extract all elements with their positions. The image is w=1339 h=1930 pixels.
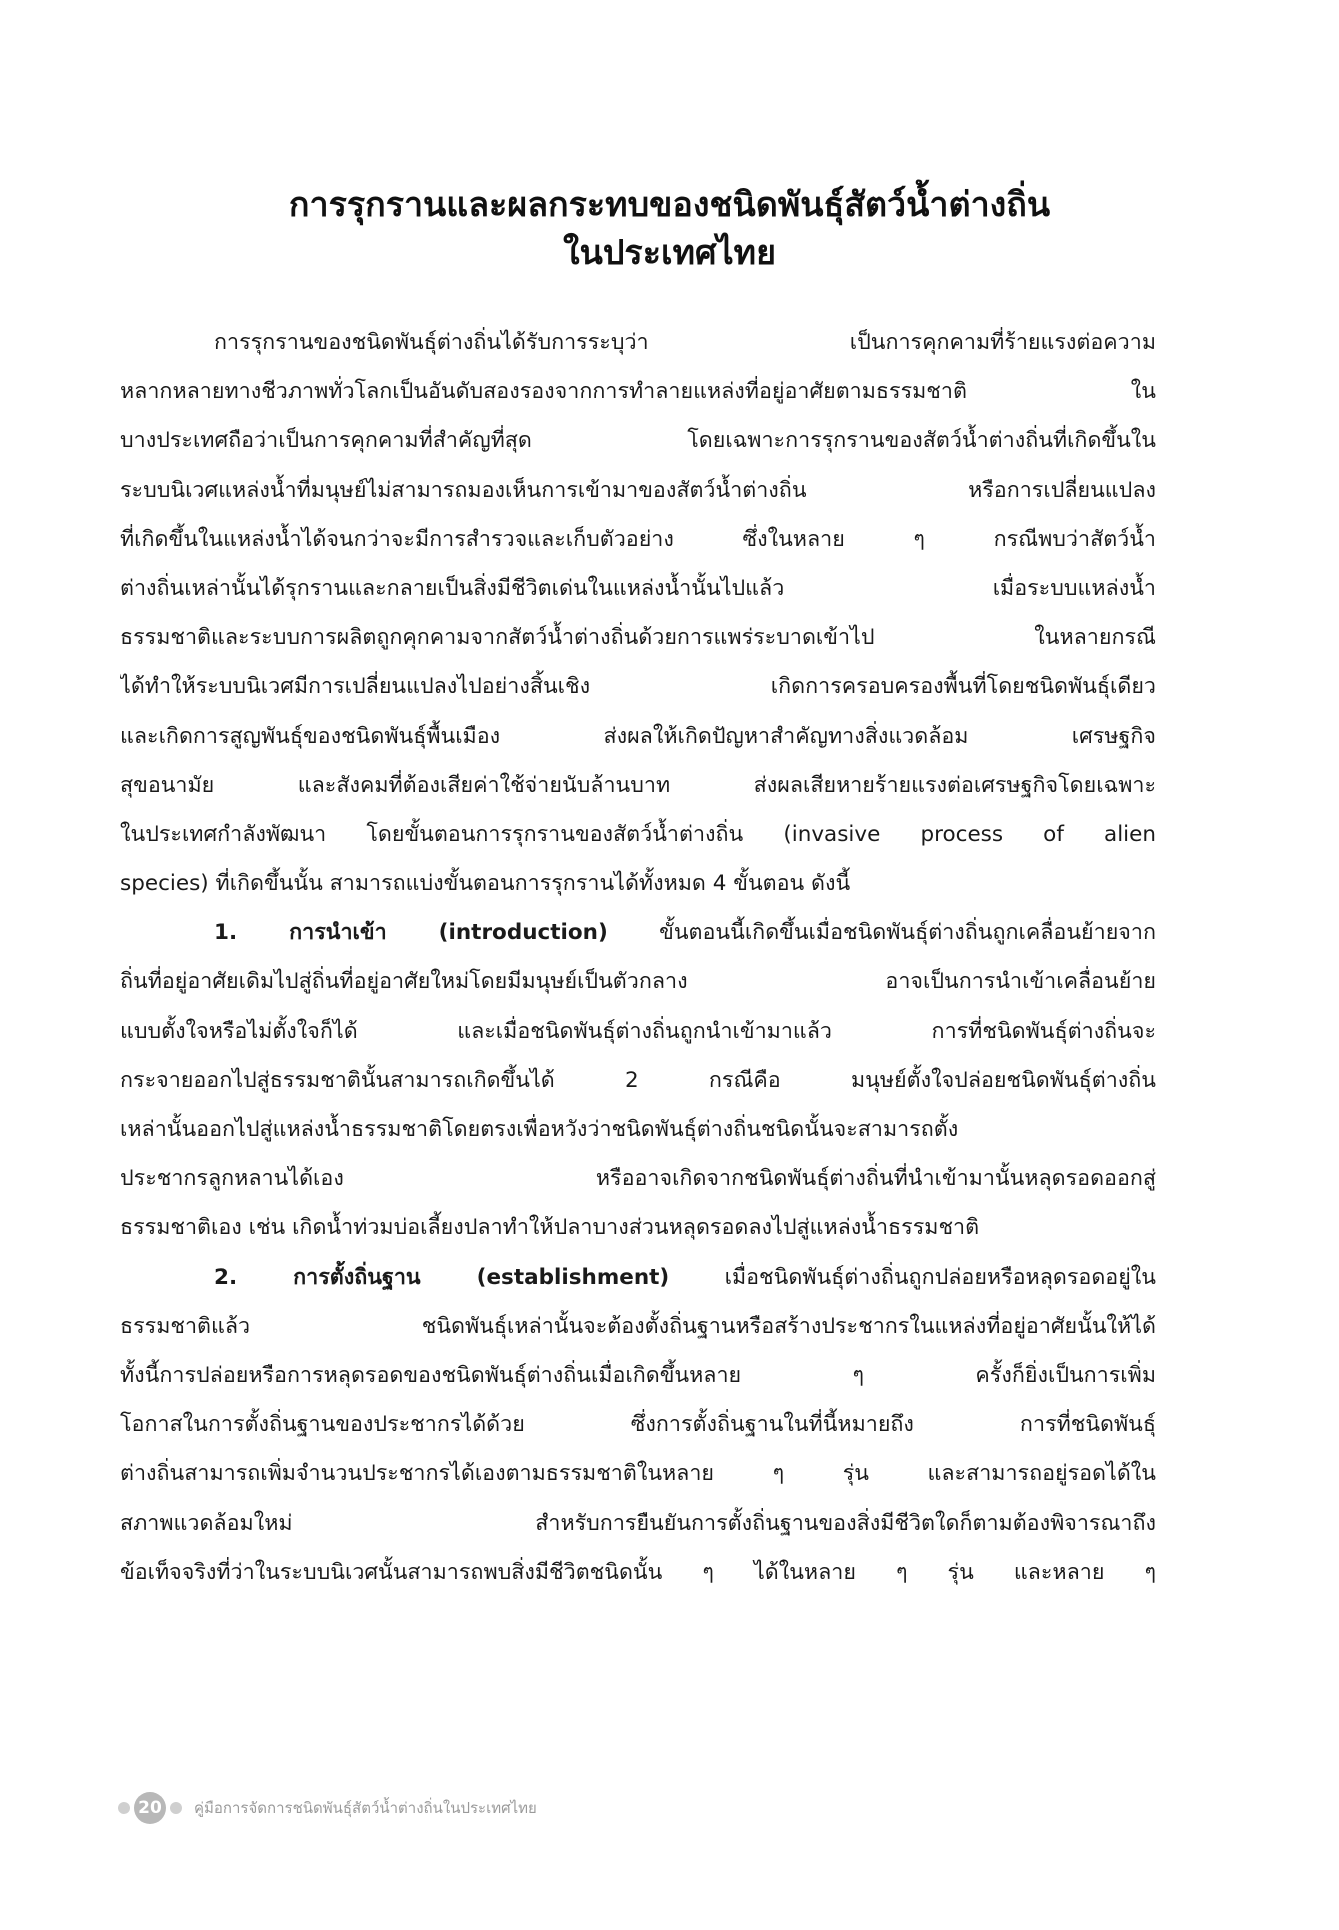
paragraph-line: ธรรมชาติและระบบการผลิตถูกคุกคามจากสัตว์น้ำต่างถิ่นด้วยการแพร่ระบาดเข้าไป ในหลายกรณี	[120, 625, 1156, 651]
section-1-line: ประชากรลูกหลานได้เอง หรืออาจเกิดจากชนิดพันธุ์ต่างถิ่นที่นำเข้ามานั้นหลุดรอดออกสู่	[120, 1166, 1156, 1192]
paragraph-line: ได้ทำให้ระบบนิเวศมีการเปลี่ยนแปลงไปอย่างสิ้นเชิง เกิดการครอบครองพื้นที่โดยชนิดพันธุ์เดียว	[120, 674, 1156, 700]
page-footer	[118, 1790, 537, 1826]
paragraph-line: species) ที่เกิดขึ้นนั้น สามารถแบ่งขั้นตอนการรุกรานได้ทั้งหมด 4 ขั้นตอน ดังนี้	[120, 871, 851, 897]
footer-dot-icon	[118, 1802, 130, 1814]
page-number-badge: 20	[134, 1792, 166, 1824]
section-1-line: ธรรมชาติเอง เช่น เกิดน้ำท่วมบ่อเลี้ยงปลาทำให้ปลาบางส่วนหลุดรอดลงไปสู่แหล่งน้ำธรรมชาติ	[120, 1215, 980, 1241]
section-1-line: ถิ่นที่อยู่อาศัยเดิมไปสู่ถิ่นที่อยู่อาศัยใหม่โดยมีมนุษย์เป็นตัวกลาง อาจเป็นการนำเข้าเคลื่อนย้าย	[120, 969, 1156, 995]
section-2-line: ต่างถิ่นสามารถเพิ่มจำนวนประชากรได้เองตามธรรมชาติในหลาย ๆ รุ่น และสามารถอยู่รอดได้ใน	[120, 1461, 1156, 1487]
section-2-heading: 2. การตั้งถิ่นฐาน (establishment)	[214, 1264, 670, 1290]
section-2-line: ทั้งนี้การปล่อยหรือการหลุดรอดของชนิดพันธุ์ต่างถิ่นเมื่อเกิดขึ้นหลาย ๆ ครั้งก็ยิ่งเป็นการเพิ่ม	[120, 1362, 1156, 1388]
paragraph-line: บางประเทศถือว่าเป็นการคุกคามที่สำคัญที่สุด โดยเฉพาะการรุกรานของสัตว์น้ำต่างถิ่นที่เกิดขึ้นใน	[120, 428, 1156, 454]
footer-title: คู่มือการจัดการชนิดพันธุ์สัตว์น้ำต่างถิ่นในประเทศไทย	[194, 1799, 537, 1817]
section-2-first-line	[120, 1253, 1156, 1302]
section-2-line: ธรรมชาติแล้ว ชนิดพันธุ์เหล่านั้นจะต้องตั้งถิ่นฐานหรือสร้างประชากรในแหล่งที่อยู่อาศัยนั้นให้ได้	[120, 1313, 1156, 1339]
body-text	[120, 318, 1156, 1597]
paragraph-line: หลากหลายทางชีวภาพทั่วโลกเป็นอันดับสองรองจากการทำลายแหล่งที่อยู่อาศัยตามธรรมชาติ ใน	[120, 379, 1156, 405]
paragraph-line: ระบบนิเวศแหล่งน้ำที่มนุษย์ไม่สามารถมองเห็นการเข้ามาของสัตว์น้ำต่างถิ่น หรือการเปลี่ยนแปลง	[120, 477, 1156, 503]
paragraph-line: ในประเทศกำลังพัฒนา โดยขั้นตอนการรุกรานของสัตว์น้ำต่างถิ่น (invasive process of alien	[120, 821, 1156, 847]
section-1-heading: 1. การนำเข้า (introduction)	[214, 920, 608, 946]
section-1-line: กระจายออกไปสู่ธรรมชาตินั้นสามารถเกิดขึ้นได้ 2 กรณีคือ มนุษย์ตั้งใจปล่อยชนิดพันธุ์ต่างถิ่น	[120, 1067, 1156, 1093]
section-1-first-line-text: ขั้นตอนนี้เกิดขึ้นเมื่อชนิดพันธุ์ต่างถิ่นถูกเคลื่อนย้ายจาก	[607, 920, 1156, 946]
section-2-first-line-text: เมื่อชนิดพันธุ์ต่างถิ่นถูกปล่อยหรือหลุดรอดอยู่ใน	[669, 1264, 1156, 1290]
paragraph-line: สุขอนามัย และสังคมที่ต้องเสียค่าใช้จ่ายนับล้านบาท ส่งผลเสียหายร้ายแรงต่อเศรษฐกิจโดยเฉพาะ	[120, 772, 1156, 798]
paragraph-line: ที่เกิดขึ้นในแหล่งน้ำได้จนกว่าจะมีการสำรวจและเก็บตัวอย่าง ซึ่งในหลาย ๆ กรณีพบว่าสัตว์น้ำ	[120, 526, 1156, 552]
footer-dot-icon	[170, 1802, 182, 1814]
section-1-line: เหล่านั้นออกไปสู่แหล่งน้ำธรรมชาติโดยตรงเพื่อหวังว่าชนิดพันธุ์ต่างถิ่นชนิดนั้นจะสามารถตั้ง	[120, 1117, 959, 1142]
section-2-line: สภาพแวดล้อมใหม่ สำหรับการยืนยันการตั้งถิ่นฐานของสิ่งมีชีวิตใดก็ตามต้องพิจารณาถึง	[120, 1510, 1156, 1536]
section-1-line: แบบตั้งใจหรือไม่ตั้งใจก็ได้ และเมื่อชนิดพันธุ์ต่างถิ่นถูกนำเข้ามาแล้ว การที่ชนิดพันธุ์ต่างถิ่นจะ	[120, 1018, 1156, 1044]
paragraph-line: ต่างถิ่นเหล่านั้นได้รุกรานและกลายเป็นสิ่งมีชีวิตเด่นในแหล่งน้ำนั้นไปแล้ว เมื่อระบบแหล่งน้ำ	[120, 575, 1156, 601]
page-title-line-2: ในประเทศไทย	[563, 233, 776, 273]
paragraph-line: การรุกรานของชนิดพันธุ์ต่างถิ่นได้รับการระบุว่า เป็นการคุกคามที่ร้ายแรงต่อความ	[214, 330, 1156, 355]
section-1-first-line	[120, 908, 1156, 957]
section-2-line: โอกาสในการตั้งถิ่นฐานของประชากรได้ด้วย ซึ่งการตั้งถิ่นฐานในที่นี้หมายถึง การที่ชนิดพันธุ์	[120, 1412, 1156, 1438]
section-2-line: ข้อเท็จจริงที่ว่าในระบบนิเวศนั้นสามารถพบสิ่งมีชีวิตชนิดนั้น ๆ ได้ในหลาย ๆ รุ่น และหลาย ๆ	[120, 1559, 1156, 1585]
paragraph-line: และเกิดการสูญพันธุ์ของชนิดพันธุ์พื้นเมือง ส่งผลให้เกิดปัญหาสำคัญทางสิ่งแวดล้อม เศรษฐกิจ	[120, 723, 1156, 749]
page-title-line-1: การรุกรานและผลกระทบของชนิดพันธุ์สัตว์น้ำต่างถิ่น	[288, 185, 1051, 225]
